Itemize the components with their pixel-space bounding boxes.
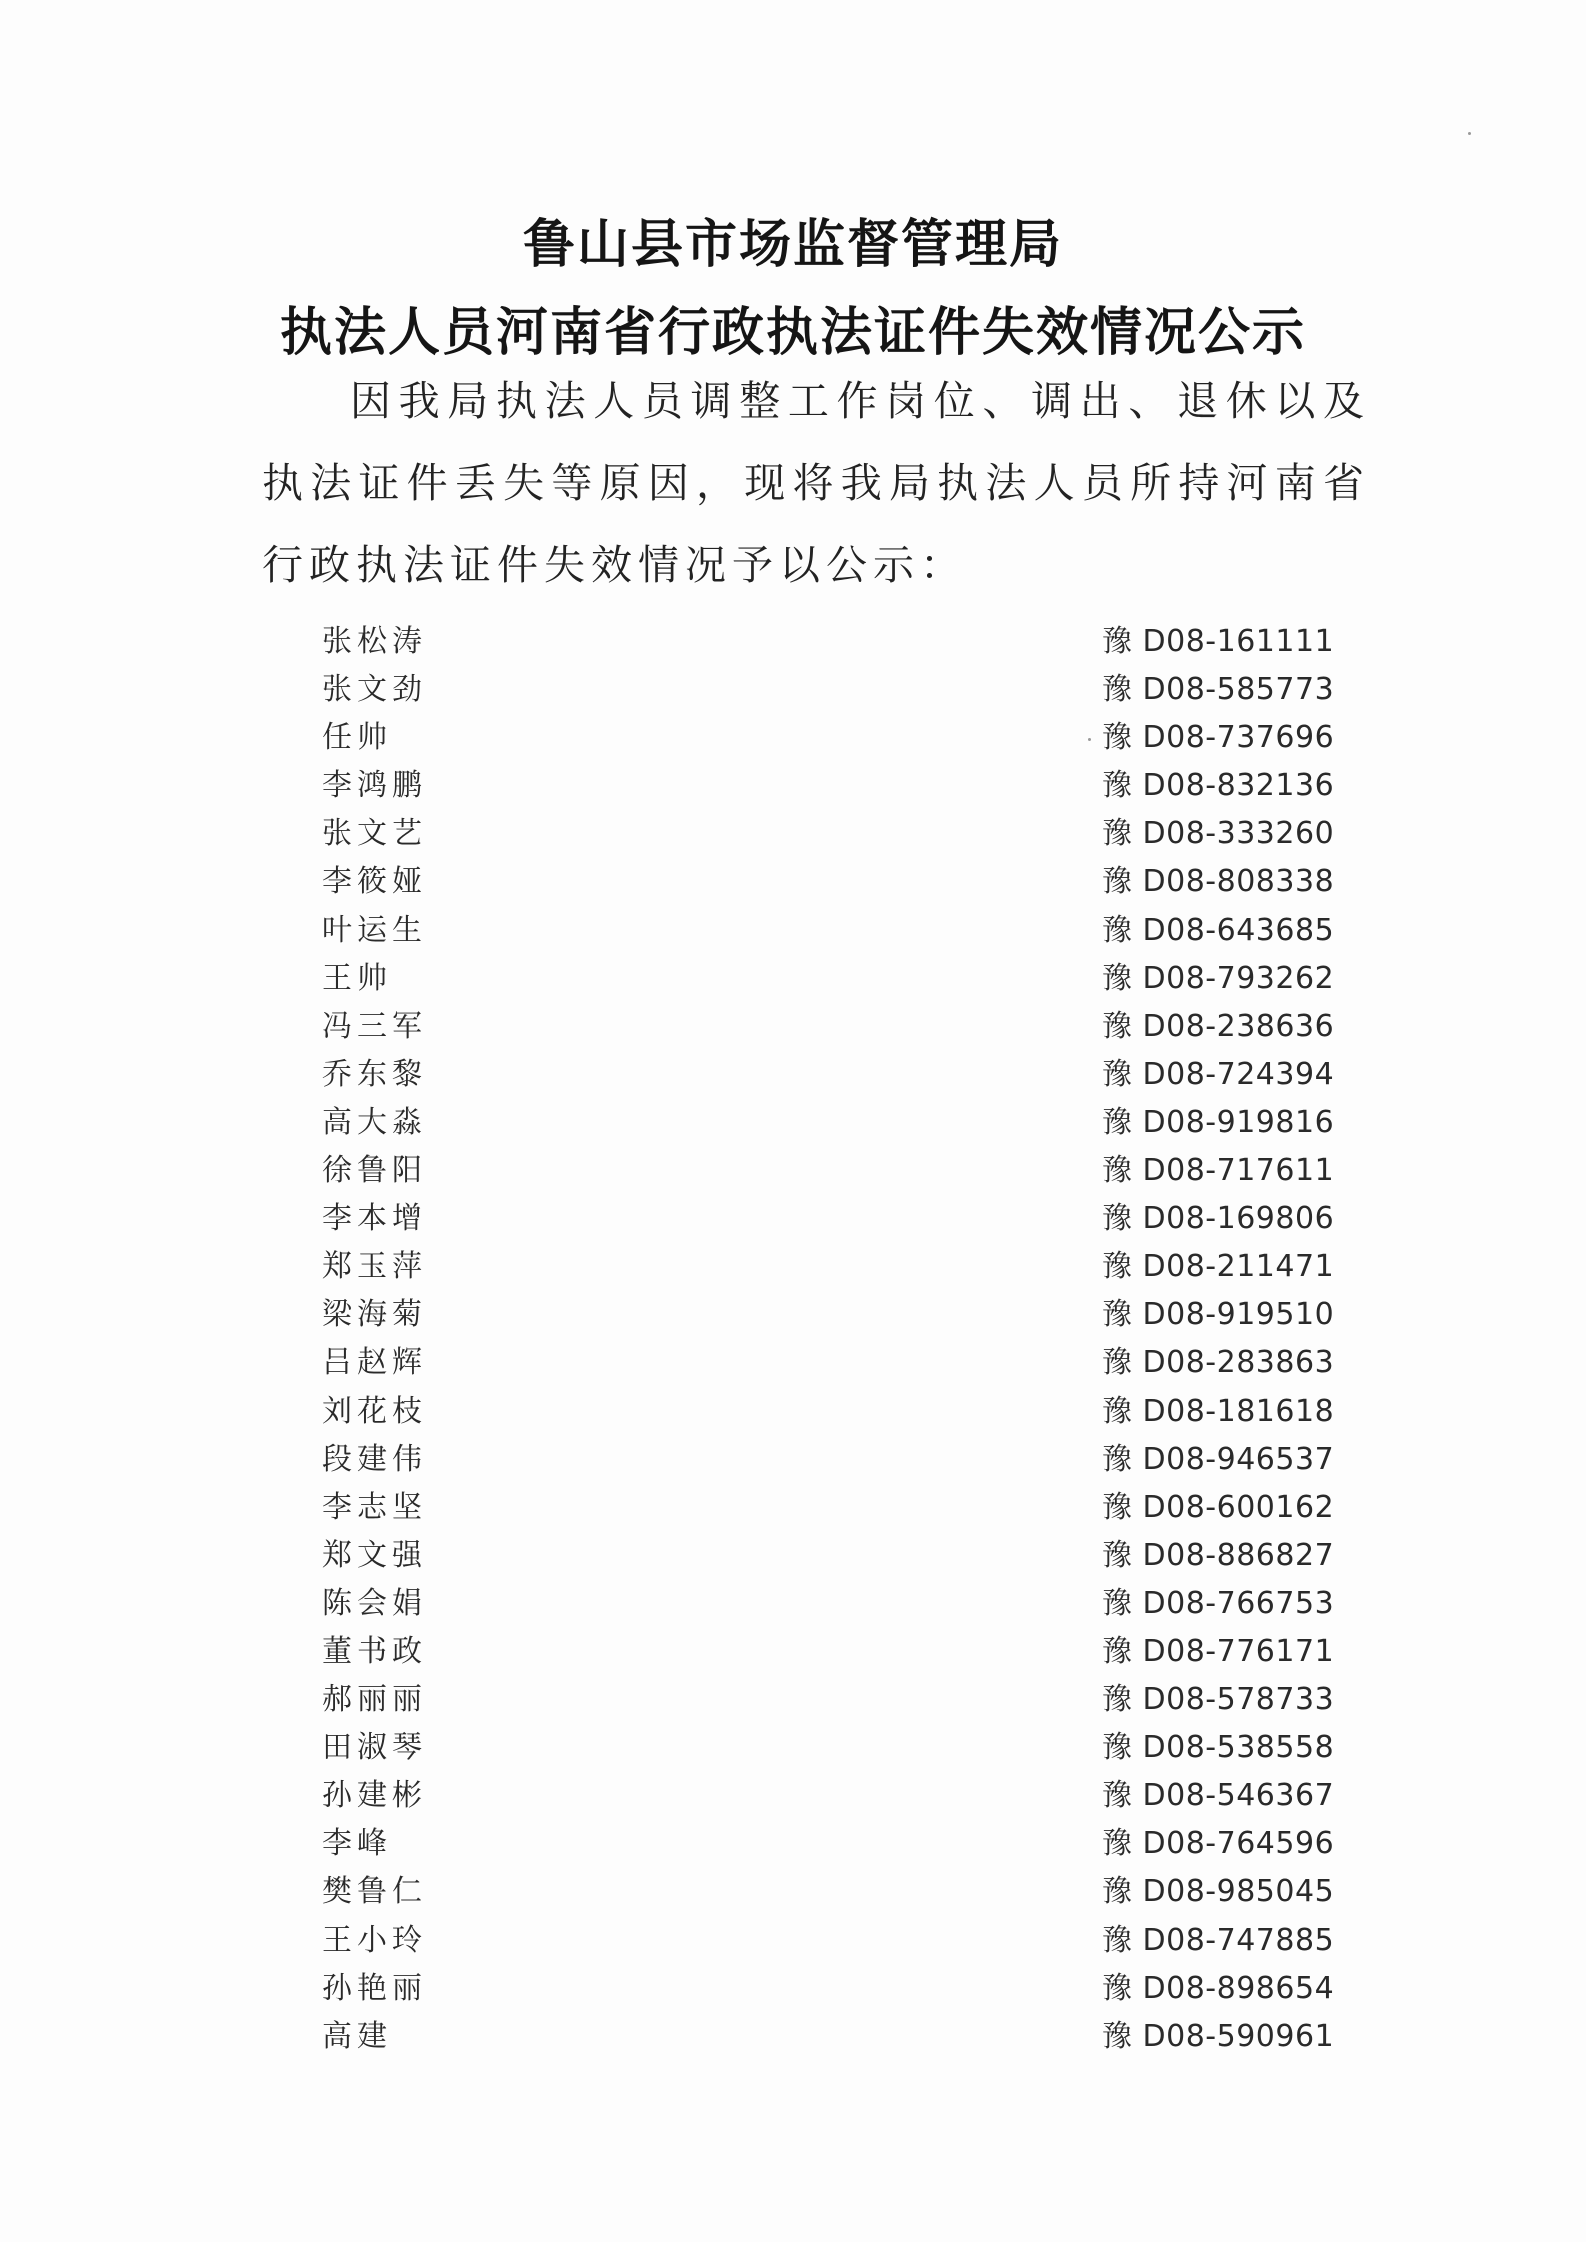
list-item (322, 1624, 1335, 1672)
certificate-number: 豫 D08-643685 (1102, 912, 1335, 948)
list-item (322, 1672, 1335, 1720)
list-item (322, 662, 1335, 710)
person-name: 董书政 (322, 1633, 427, 1669)
list-item (322, 1335, 1335, 1383)
person-name: 任帅 (322, 720, 392, 756)
certificate-number: 豫 D08-333260 (1102, 816, 1335, 852)
list-item (322, 1816, 1335, 1864)
person-name: 李本增 (322, 1201, 427, 1237)
certificate-number: 豫 D08-590961 (1102, 2018, 1335, 2054)
person-name: 高大淼 (322, 1104, 427, 1140)
intro-paragraph: 因我局执法人员调整工作岗位、调出、退休以及执法证件丢失等原因，现将我局执法人员所持河南省行政执法证件失效情况予以公示： (262, 377, 1370, 589)
list-item (322, 903, 1335, 951)
person-name: 吕赵辉 (322, 1345, 427, 1381)
list-item (322, 1384, 1335, 1432)
person-name: 乔东黎 (322, 1056, 427, 1092)
certificate-number: 豫 D08-919816 (1102, 1104, 1335, 1140)
person-name: 郑玉萍 (322, 1249, 427, 1285)
certificate-number: 豫 D08-578733 (1102, 1682, 1335, 1718)
certificate-number: 豫 D08-793262 (1102, 960, 1335, 996)
list-item (322, 1480, 1335, 1528)
person-name: 段建伟 (322, 1441, 427, 1477)
certificate-number: 豫 D08-832136 (1102, 768, 1335, 804)
list-item (322, 2009, 1335, 2057)
certificate-number: 豫 D08-169806 (1102, 1201, 1335, 1237)
certificate-number: 豫 D08-776171 (1102, 1633, 1335, 1669)
person-name: 郑文强 (322, 1537, 427, 1573)
scan-speck (1468, 132, 1471, 135)
list-item (322, 1576, 1335, 1624)
list-item (322, 1143, 1335, 1191)
list-item (322, 951, 1335, 999)
person-name: 李筱娅 (322, 864, 427, 900)
person-name: 高建 (322, 2018, 392, 2054)
person-name: 王小玲 (322, 1922, 427, 1958)
certificate-number: 豫 D08-717611 (1102, 1153, 1335, 1189)
certificate-number: 豫 D08-211471 (1102, 1249, 1335, 1285)
certificate-number: 豫 D08-764596 (1102, 1826, 1335, 1862)
person-name: 孙艳丽 (322, 1970, 427, 2006)
person-name: 李鸿鹏 (322, 768, 427, 804)
list-item (322, 1239, 1335, 1287)
list-item (322, 999, 1335, 1047)
list-item (322, 806, 1335, 854)
list-item (322, 1913, 1335, 1961)
person-name: 樊鲁仁 (322, 1874, 427, 1910)
person-name: 孙建彬 (322, 1778, 427, 1814)
certificate-number: 豫 D08-538558 (1102, 1730, 1335, 1766)
certificate-number: 豫 D08-985045 (1102, 1874, 1335, 1910)
document-title-line2: 执法人员河南省行政执法证件失效情况公示 (279, 302, 1306, 363)
list-item (322, 1528, 1335, 1576)
certificate-number: 豫 D08-747885 (1102, 1922, 1335, 1958)
list-item (322, 1961, 1335, 2009)
certificate-number: 豫 D08-546367 (1102, 1778, 1335, 1814)
certificate-number: 豫 D08-898654 (1102, 1970, 1335, 2006)
list-item (322, 1191, 1335, 1239)
certificate-number: 豫 D08-737696 (1102, 720, 1335, 756)
person-name: 陈会娟 (322, 1585, 427, 1621)
certificate-number: 豫 D08-600162 (1102, 1489, 1335, 1525)
certificate-number: 豫 D08-161111 (1102, 624, 1335, 659)
certificate-number: 豫 D08-808338 (1102, 864, 1335, 900)
document-title-line1: 鲁山县市场监督管理局 (522, 214, 1063, 275)
list-item (322, 1047, 1335, 1095)
person-name: 王帅 (322, 960, 392, 996)
list-item (322, 1720, 1335, 1768)
certificate-number: 豫 D08-724394 (1102, 1056, 1335, 1092)
person-name: 李峰 (322, 1826, 392, 1862)
list-item (322, 854, 1335, 902)
certificate-number: 豫 D08-585773 (1102, 672, 1335, 708)
list-item (322, 614, 1335, 662)
certificate-number: 豫 D08-886827 (1102, 1537, 1335, 1573)
certificate-number: 豫 D08-238636 (1102, 1008, 1335, 1044)
person-name: 徐鲁阳 (322, 1153, 427, 1189)
certificate-number: 豫 D08-766753 (1102, 1585, 1335, 1621)
list-item (322, 758, 1335, 806)
certificate-number: 豫 D08-919510 (1102, 1297, 1335, 1333)
person-name: 张文艺 (322, 816, 427, 852)
person-name: 刘花枝 (322, 1393, 427, 1429)
list-item (322, 710, 1335, 758)
certificate-number: 豫 D08-946537 (1102, 1441, 1335, 1477)
person-name: 田淑琴 (322, 1730, 427, 1766)
list-item (322, 1768, 1335, 1816)
person-name: 张文劲 (322, 672, 427, 708)
certificate-number: 豫 D08-283863 (1102, 1345, 1335, 1381)
list-item (322, 1095, 1335, 1143)
person-name: 冯三军 (322, 1008, 427, 1044)
person-name: 梁海菊 (322, 1297, 427, 1333)
person-name: 张松涛 (322, 624, 427, 659)
certificate-list (322, 614, 1335, 2057)
person-name: 叶运生 (322, 912, 427, 948)
list-item (322, 1864, 1335, 1912)
list-item (322, 1287, 1335, 1335)
list-item (322, 1432, 1335, 1480)
person-name: 李志坚 (322, 1489, 427, 1525)
certificate-number: 豫 D08-181618 (1102, 1393, 1335, 1429)
person-name: 郝丽丽 (322, 1682, 427, 1718)
